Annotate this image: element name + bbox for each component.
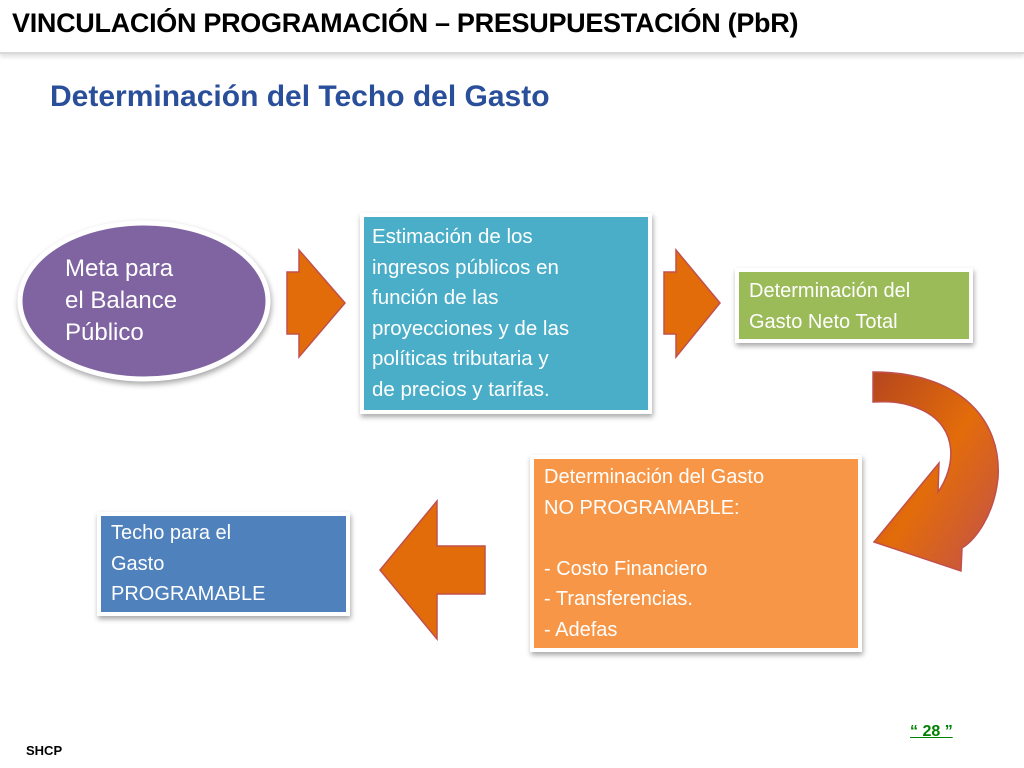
footer-org: SHCP bbox=[26, 743, 63, 758]
header-title: VINCULACIÓN PROGRAMACIÓN – PRESUPUESTACIÓN (PbR) bbox=[12, 8, 799, 38]
no-programable-box: Determinación del Gasto NO PROGRAMABLE: - Costo Financiero - Transferencias. - Adefas bbox=[530, 455, 862, 652]
arrow-left bbox=[380, 501, 485, 639]
curved-arrow bbox=[873, 372, 998, 571]
page-number[interactable]: “ 28 ” bbox=[910, 723, 953, 740]
techo-programable-box: Techo para el Gasto PROGRAMABLE bbox=[97, 512, 350, 616]
estimacion-box: Estimación de los ingresos públicos en función de las proyecciones y de las políticas tributaria y de precios y tarifas. bbox=[360, 213, 652, 414]
arrow-right-2 bbox=[664, 250, 720, 357]
meta-ellipse-text: Meta para el Balance Público bbox=[65, 255, 178, 346]
slide-subtitle: Determinación del Techo del Gasto bbox=[50, 80, 550, 113]
gasto-neto-box: Determinación del Gasto Neto Total bbox=[735, 268, 973, 343]
arrow-right-1 bbox=[287, 250, 345, 357]
